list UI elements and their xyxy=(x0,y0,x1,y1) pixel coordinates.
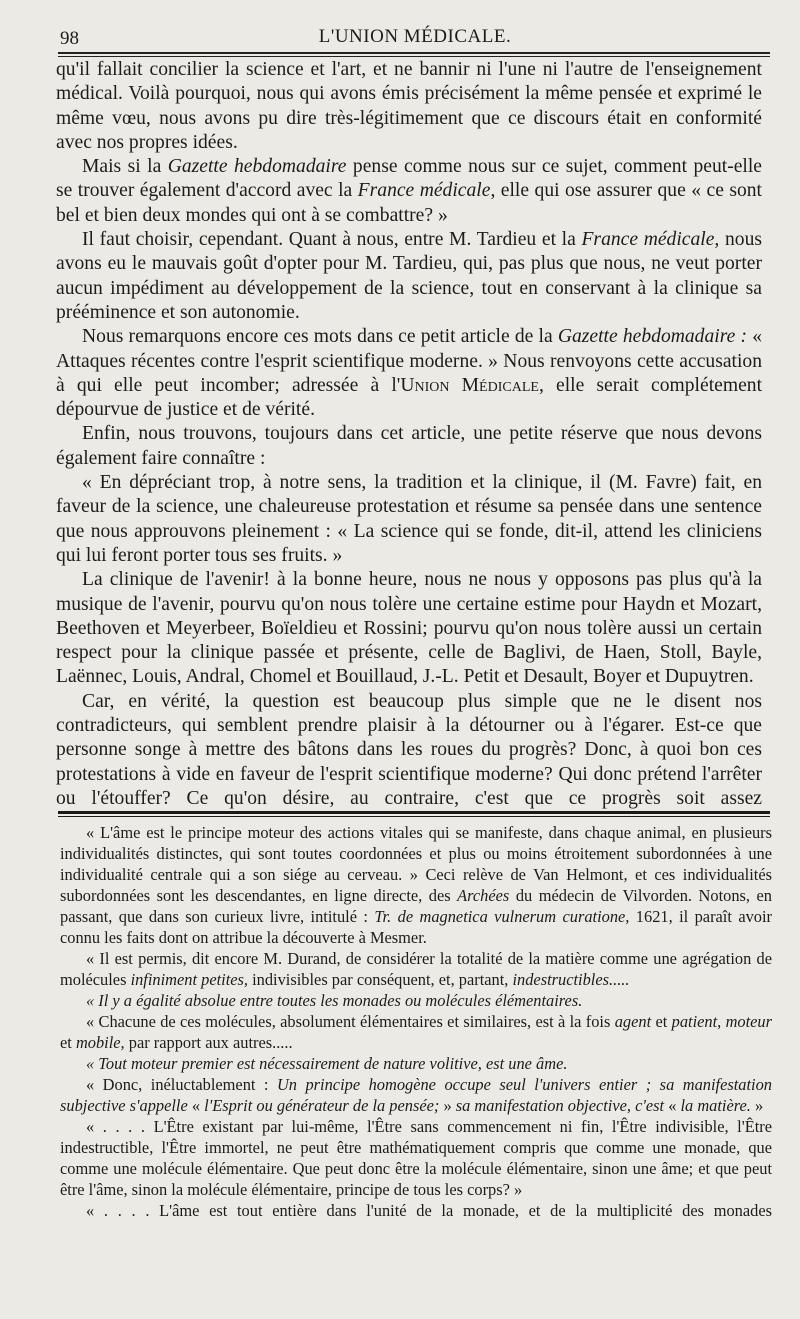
paragraph: « Tout moteur premier est nécessairement de nature volitive, est une âme. xyxy=(86,1054,568,1073)
paragraph: Mais si la Gazette hebdomadaire pense comme nous sur ce sujet, comment peut-elle se trouver également d'accord avec la France médicale, elle qui ose assurer que « ce sont bel et bien deux mondes qui ont à se combattre? » xyxy=(56,156,763,226)
paragraph: Nous remarquons encore ces mots dans ce petit article de la Gazette hebdomadaire : « Attaques récentes contre l'esprit scientifique moderne. » Nous renvoyons cette accusation à qui elle peut incomber; adressée à l'Union Médicale, elle serait complétement dépourvue de justice et de vérité. xyxy=(56,326,763,421)
paragraph: « L'âme est le principe moteur des actions vitales qui se manifeste, dans chaque animal, en plusieurs individualités distinctes, qui sont toutes coordonnées et plus ou moins étroitement subordonnées à une individualité centrale qui a son siége au cerveau. » Ceci relève de Van Helmont, et ces individualités subordonnées sont les descendantes, en ligne directe, des Archées du médecin de Vilvorden. Notons, en passant, que dans son curieux livre, intitulé : Tr. de magnetica vulnerum curatione, 1621, il paraît avoir connu les faits dont on attribue la découverte à Mesmer. xyxy=(60,823,772,947)
paragraph: Il faut choisir, cependant. Quant à nous, entre M. Tardieu et la France médicale, nous avons eu le mauvais goût d'opter pour M. Tardieu, qui, pas plus que nous, ne veut porter aucun impédiment au développement de la science, tout en conservant à la clinique sa prééminence et son autonomie. xyxy=(56,229,762,323)
paragraph: « Il est permis, dit encore M. Durand, de considérer la totalité de la matière comme une agrégation de molécules infiniment petites, indivisibles par conséquent, et, partant, indestructibles..... xyxy=(60,949,772,989)
paragraph: « Donc, inéluctablement : Un principe homogène occupe seul l'univers entier ; sa manifestation subjective s'appelle « l'Esprit ou générateur de la pensée; » sa manifestation objective, c'est « la matière. » xyxy=(60,1075,772,1115)
paragraph: « Il y a égalité absolue entre toutes les monades ou molécules élémentaires. xyxy=(86,991,583,1010)
paragraph: « . . . . L'âme est tout entière dans l'unité de la monade, et de la multiplicité des monades xyxy=(86,1201,772,1220)
quotation: « En dépréciant trop, à notre sens, la tradition et la clinique, il (M. Favre) fait, en faveur de la science, une chaleureuse protestation et résume sa pensée dans une sentence que nous approuvons pleinement : « La science qui se fonde, dit-il, attend les cliniciens qui lui feront porter tous ses fruits. » xyxy=(56,472,762,566)
feuilleton-text xyxy=(60,822,772,1221)
page-number: 98 xyxy=(60,28,79,49)
paragraph: « . . . . L'Être existant par lui-même, l'Être sans commencement ni fin, l'Être indivisible, l'Être indestructible, l'Être immortel, ne peut être mathématiquement compris que comme une monade, que comme une molécule élémentaire. Que peut donc être la molécule élémentaire, sinon une âme; et que peut être l'âme, sinon la molécule élémentaire, principe de tous les corps? » xyxy=(60,1117,772,1199)
running-title: L'UNION MÉDICALE. xyxy=(318,26,512,47)
paragraph: La clinique de l'avenir! à la bonne heure, nous ne nous y opposons pas plus qu'à la musique de l'avenir, pourvu qu'on nous tolère une certaine estime pour Haydn et Mozart, Beethoven et Meyerbeer, Boïeldieu et Rossini; pourvu qu'on nous tolère aussi un certain respect pour la clinique passée et présente, celle de Baglivi, de Haen, Stoll, Bayle, Laënnec, Louis, Andral, Chomel et Bouillaud, J.-L. Petit et Desault, Boyer et Dupuytren. xyxy=(56,569,762,688)
feuilleton-separator xyxy=(58,811,770,817)
paragraph: Car, en vérité, la question est beaucoup plus simple que ne le disent nos contradicteurs, qui semblent prendre plaisir à la détourner ou à l'égarer. Est-ce que personne songe à mettre des bâtons dans les roues du progrès? Donc, à quoi bon ces protestations à vide en faveur de l'esprit scientifique moderne? Qui donc prétend l'arrêter ou l'étouffer? Ce qu'on désire, au contraire, c'est que ce progrès soit assez xyxy=(56,690,762,809)
main-text xyxy=(56,58,762,811)
header-rule xyxy=(58,52,770,57)
paragraph: qu'il fallait concilier la science et l'art, et ne bannir ni l'une ni l'autre de l'enseignement médical. Voilà pourquoi, nous qui avons émis précisément la même pensée et exprimé le même vœu, nous avons pu dire très-légitimement que ce discours était en conformité avec nos propres idées. xyxy=(56,59,762,153)
paragraph: Enfin, nous trouvons, toujours dans cet article, une petite réserve que nous devons également faire connaître : xyxy=(56,423,762,469)
paragraph: « Chacune de ces molécules, absolument élémentaires et similaires, est à la fois agent et patient, moteur et mobile, par rapport aux autres..... xyxy=(60,1012,773,1052)
page-header xyxy=(60,22,770,54)
